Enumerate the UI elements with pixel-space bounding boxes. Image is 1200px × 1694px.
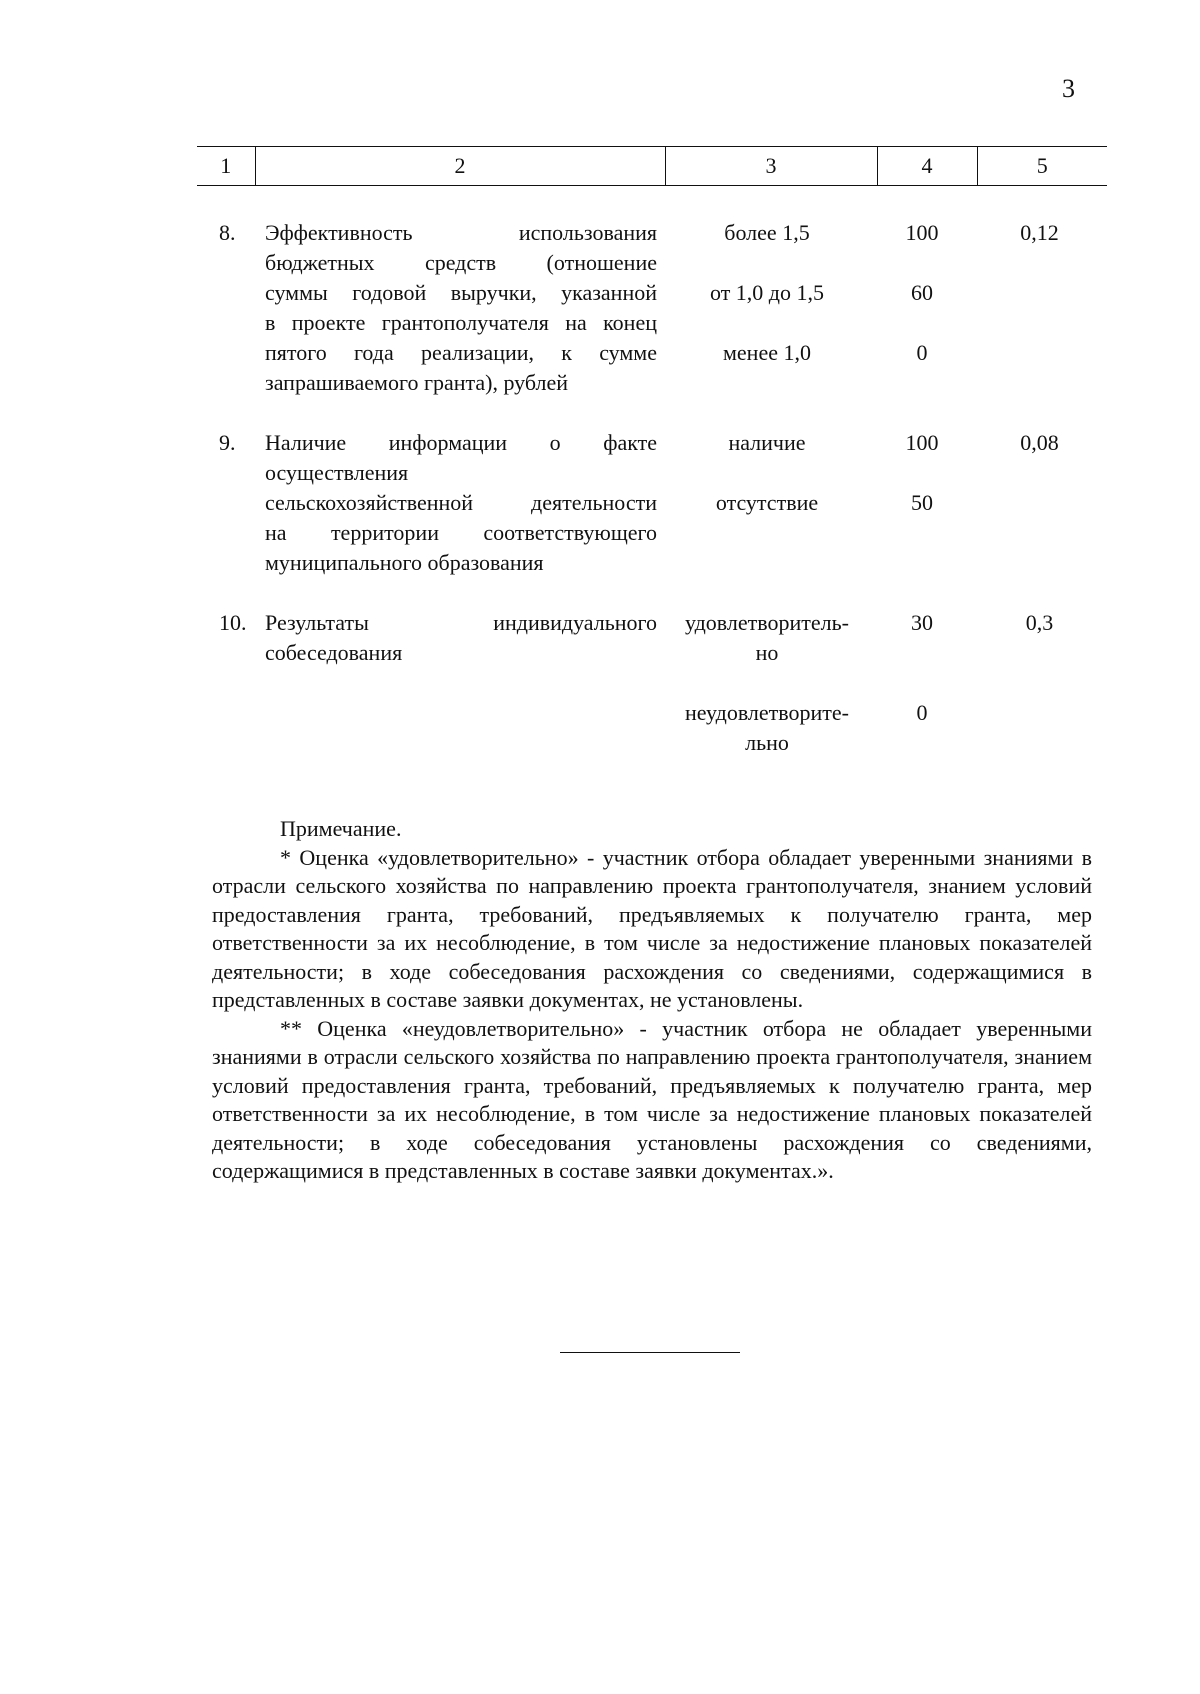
option-text: более 1,5 <box>724 220 810 245</box>
option-score: 0 <box>916 700 928 725</box>
criterion-line: осуществления <box>265 460 409 485</box>
criteria-table-header <box>197 146 1107 186</box>
option-score: 0 <box>916 340 928 365</box>
option-text <box>662 698 872 758</box>
option-text-line: льно <box>745 730 789 755</box>
row-number: 9. <box>219 430 236 455</box>
note-paragraph-unsatisfactory: ** Оценка «неудовлетворительно» - участник отбора не обладает уверенными знаниями в отрасли сельского хозяйства по направлению проекта грантополучателя, знанием условий предоставления гранта, требований, предъявляемых к получателю гранта, мер ответственности за их несоблюдение, в том числе за недостижение плановых показателей деятельности; в ходе собеседования установлены расхождения со сведениями, содержащимися в представленных в составе заявки документах.». <box>212 1015 1092 1183</box>
weight-coefficient: 0,08 <box>1020 430 1059 455</box>
end-divider <box>560 1352 740 1353</box>
criterion-text <box>265 428 657 578</box>
notes-title: Примечание. <box>280 816 402 841</box>
option-score: 100 <box>905 220 939 245</box>
criterion-line: бюджетных средств (отношение <box>265 250 657 275</box>
criterion-line: запрашиваемого гранта), рублей <box>265 370 569 395</box>
option-text-line: но <box>755 640 779 665</box>
criterion-line: сельскохозяйственной деятельности <box>265 490 657 515</box>
option-text-line: удовлетворитель- <box>685 610 849 635</box>
col-header-5: 5 <box>977 147 1107 186</box>
criterion-line: в проекте грантополучателя на конец <box>265 310 657 335</box>
weight-coefficient: 0,3 <box>1025 610 1054 635</box>
criterion-line: Эффективность использования <box>265 220 657 245</box>
col-header-2: 2 <box>255 147 665 186</box>
option-text: от 1,0 до 1,5 <box>709 280 825 305</box>
weight-coefficient: 0,12 <box>1020 220 1059 245</box>
option-text <box>662 608 872 668</box>
col-header-1: 1 <box>197 147 255 186</box>
option-text: отсутствие <box>715 490 819 515</box>
notes-section <box>212 815 1092 1186</box>
criterion-line: Наличие информации о факте <box>265 430 657 455</box>
col-header-4: 4 <box>877 147 977 186</box>
col-header-3: 3 <box>665 147 877 186</box>
option-text: наличие <box>728 430 806 455</box>
page-number: 3 <box>1062 74 1075 103</box>
option-score: 60 <box>911 280 933 305</box>
option-score: 30 <box>911 610 933 635</box>
option-text: менее 1,0 <box>723 340 811 365</box>
criterion-line: суммы годовой выручки, указанной <box>265 280 657 305</box>
criterion-line: муниципального образования <box>265 550 544 575</box>
option-score: 50 <box>911 490 933 515</box>
row-number: 8. <box>219 220 236 245</box>
option-text-line: неудовлетворите- <box>685 700 849 725</box>
criterion-line: собеседования <box>265 640 403 665</box>
row-number: 10. <box>219 610 247 635</box>
criterion-line: пятого года реализации, к сумме <box>265 340 657 365</box>
criterion-line: Результаты индивидуального <box>265 610 657 635</box>
note-paragraph-satisfactory: * Оценка «удовлетворительно» - участник отбора обладает уверенными знаниями в отрасли сельского хозяйства по направлению проекта грантополучателя, знанием условий предоставления гранта, требований, предъявляемых к получателю гранта, мер ответственности за их несоблюдение, в том числе за недостижение плановых показателей деятельности; в ходе собеседования расхождения со сведениями, содержащимися в представленных в составе заявки документах, не установлены. <box>212 844 1092 1012</box>
criterion-line: на территории соответствующего <box>265 520 657 545</box>
criterion-text <box>265 218 657 398</box>
option-score: 100 <box>905 430 939 455</box>
criterion-text <box>265 608 657 668</box>
